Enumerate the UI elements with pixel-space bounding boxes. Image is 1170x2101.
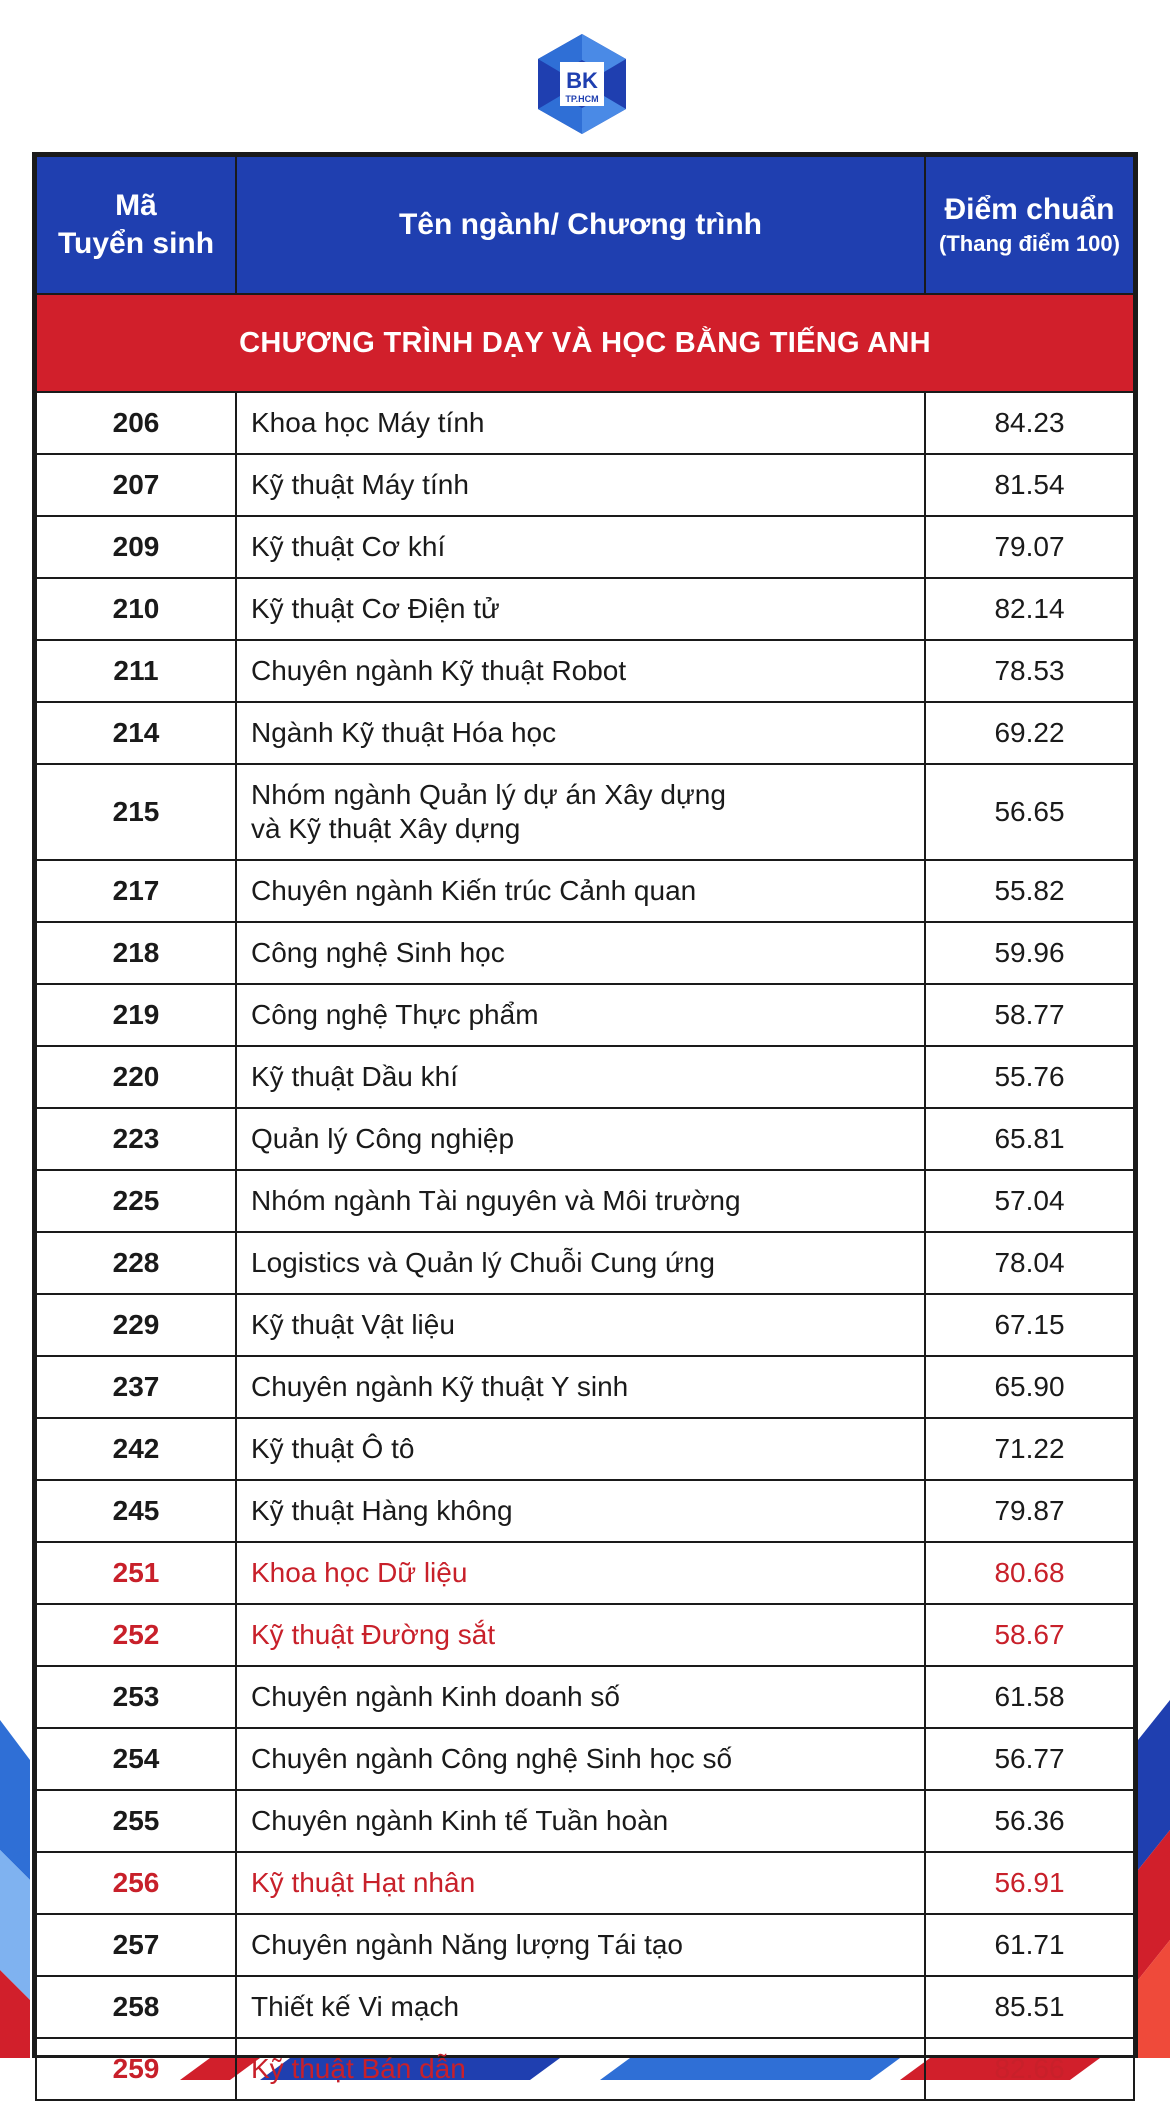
admission-code: 228: [36, 1232, 236, 1294]
table-row: [36, 1914, 1134, 1976]
benchmark-score: 59.96: [925, 922, 1134, 984]
program-name-line1: Chuyên ngành Năng lượng Tái tạo: [251, 1929, 683, 1960]
benchmark-score: 78.04: [925, 1232, 1134, 1294]
admission-code: 259: [36, 2038, 236, 2100]
admission-code: 254: [36, 1728, 236, 1790]
program-name-line1: Thiết kế Vi mạch: [251, 1991, 460, 2022]
program-name: [236, 702, 925, 764]
benchmark-score: 69.22: [925, 702, 1134, 764]
program-name-line1: Kỹ thuật Máy tính: [251, 469, 469, 500]
column-header-code-line2: Tuyển sinh: [57, 227, 215, 260]
column-header-score: [925, 156, 1134, 294]
admission-code: 229: [36, 1294, 236, 1356]
program-name-line1: Kỹ thuật Đường sắt: [251, 1619, 496, 1650]
program-name-line1: Chuyên ngành Kỹ thuật Robot: [251, 655, 627, 686]
program-name: [236, 2038, 925, 2100]
admission-code: 252: [36, 1604, 236, 1666]
admission-code: 211: [36, 640, 236, 702]
bk-tphcm-logo: [530, 32, 634, 136]
admission-code: 210: [36, 578, 236, 640]
program-name: [236, 578, 925, 640]
program-name-line1: Chuyên ngành Kinh doanh số: [251, 1681, 620, 1712]
logo-text-city: TP.HCM: [565, 94, 599, 104]
table-row: [36, 1170, 1134, 1232]
program-name: [236, 454, 925, 516]
column-header-code-line1: Mã: [115, 189, 157, 222]
admission-code: 214: [36, 702, 236, 764]
program-name-line1: Quản lý Công nghiệp: [251, 1123, 515, 1154]
admission-code: 242: [36, 1418, 236, 1480]
program-name: [236, 392, 925, 454]
benchmark-score: 58.67: [925, 1604, 1134, 1666]
program-name-line1: Khoa học Dữ liệu: [251, 1557, 468, 1588]
program-name: [236, 1294, 925, 1356]
benchmark-score: 55.82: [925, 860, 1134, 922]
table-row: [36, 516, 1134, 578]
admission-code: 251: [36, 1542, 236, 1604]
benchmark-score: 84.23: [925, 392, 1134, 454]
admission-code: 223: [36, 1108, 236, 1170]
table-row: [36, 702, 1134, 764]
admission-scores-table: [32, 152, 1138, 2084]
benchmark-score: 79.07: [925, 516, 1134, 578]
benchmark-score: 56.91: [925, 1852, 1134, 1914]
table-row: [36, 392, 1134, 454]
program-name-line1: Công nghệ Thực phẩm: [251, 999, 539, 1030]
table-row: [36, 922, 1134, 984]
program-name: [236, 1108, 925, 1170]
program-name: [236, 1480, 925, 1542]
program-name: [236, 1418, 925, 1480]
admission-code: 215: [36, 764, 236, 860]
program-name-line1: Ngành Kỹ thuật Hóa học: [251, 717, 557, 748]
program-name-line1: Chuyên ngành Kiến trúc Cảnh quan: [251, 875, 697, 906]
table-header-row: [36, 156, 1134, 294]
benchmark-score: 82.66: [925, 2038, 1134, 2100]
table-row: [36, 1666, 1134, 1728]
program-name-line1: Kỹ thuật Vật liệu: [251, 1309, 455, 1340]
admission-code: 253: [36, 1666, 236, 1728]
benchmark-score: 58.77: [925, 984, 1134, 1046]
admission-code: 258: [36, 1976, 236, 2038]
table-row: [36, 1852, 1134, 1914]
right-corner-decoration: [1138, 1700, 1170, 2080]
logo-text-bk: BK: [566, 68, 598, 93]
benchmark-score: 55.76: [925, 1046, 1134, 1108]
benchmark-score: 56.36: [925, 1790, 1134, 1852]
program-name: [236, 1790, 925, 1852]
program-name: [236, 1914, 925, 1976]
program-name-line1: Nhóm ngành Quản lý dự án Xây dựng: [251, 779, 726, 810]
section-title: CHƯƠNG TRÌNH DẠY VÀ HỌC BẰNG TIẾNG ANH: [36, 294, 1134, 392]
program-name: [236, 984, 925, 1046]
column-header-code: [36, 156, 236, 294]
benchmark-score: 67.15: [925, 1294, 1134, 1356]
program-name: [236, 516, 925, 578]
benchmark-score: 78.53: [925, 640, 1134, 702]
program-name: [236, 1046, 925, 1108]
column-header-program: Tên ngành/ Chương trình: [236, 156, 925, 294]
benchmark-score: 81.54: [925, 454, 1134, 516]
program-name: [236, 1852, 925, 1914]
table-row: [36, 1356, 1134, 1418]
program-name-line1: Nhóm ngành Tài nguyên và Môi trường: [251, 1185, 741, 1216]
program-name-line1: Kỹ thuật Cơ Điện tử: [251, 593, 500, 624]
column-header-score-main: Điểm chuẩn: [944, 193, 1115, 226]
program-name-line1: Kỹ thuật Bán dẫn: [251, 2053, 466, 2084]
table-row: [36, 2038, 1134, 2100]
admission-code: 207: [36, 454, 236, 516]
program-name-line1: Công nghệ Sinh học: [251, 937, 505, 968]
table-row: [36, 578, 1134, 640]
table-row: [36, 860, 1134, 922]
benchmark-score: 82.14: [925, 578, 1134, 640]
benchmark-score: 71.22: [925, 1418, 1134, 1480]
program-name-line1: Kỹ thuật Hạt nhân: [251, 1867, 476, 1898]
program-name: [236, 640, 925, 702]
benchmark-score: 61.71: [925, 1914, 1134, 1976]
benchmark-score: 85.51: [925, 1976, 1134, 2038]
benchmark-score: 57.04: [925, 1170, 1134, 1232]
admission-code: 217: [36, 860, 236, 922]
program-name-line1: Kỹ thuật Dầu khí: [251, 1061, 459, 1092]
table-row: [36, 1480, 1134, 1542]
table-row: [36, 640, 1134, 702]
table-row: [36, 1728, 1134, 1790]
program-name-line2: và Kỹ thuật Xây dựng: [251, 813, 521, 844]
admission-code: 257: [36, 1914, 236, 1976]
table-row: [36, 1418, 1134, 1480]
program-name-line1: Kỹ thuật Hàng không: [251, 1495, 513, 1526]
table-row: [36, 1790, 1134, 1852]
benchmark-score: 80.68: [925, 1542, 1134, 1604]
table-row: [36, 764, 1134, 860]
admission-code: 255: [36, 1790, 236, 1852]
program-name: [236, 860, 925, 922]
benchmark-score: 79.87: [925, 1480, 1134, 1542]
program-name-line1: Chuyên ngành Kỹ thuật Y sinh: [251, 1371, 629, 1402]
table-row: [36, 454, 1134, 516]
table-row: [36, 1108, 1134, 1170]
program-name: [236, 1976, 925, 2038]
table-row: [36, 1976, 1134, 2038]
benchmark-score: 65.81: [925, 1108, 1134, 1170]
admission-code: 219: [36, 984, 236, 1046]
benchmark-score: 56.77: [925, 1728, 1134, 1790]
program-name: [236, 764, 925, 860]
program-name: [236, 1356, 925, 1418]
table-row: [36, 1542, 1134, 1604]
program-name: [236, 922, 925, 984]
program-name: [236, 1542, 925, 1604]
admission-code: 209: [36, 516, 236, 578]
program-name: [236, 1666, 925, 1728]
admission-code: 206: [36, 392, 236, 454]
table-row: [36, 1046, 1134, 1108]
admission-code: 225: [36, 1170, 236, 1232]
table-row: [36, 984, 1134, 1046]
admission-code: 220: [36, 1046, 236, 1108]
benchmark-score: 61.58: [925, 1666, 1134, 1728]
section-row: [36, 294, 1134, 392]
benchmark-score: 56.65: [925, 764, 1134, 860]
column-header-score-scale: (Thang điểm 100): [939, 231, 1120, 256]
program-name-line1: Chuyên ngành Công nghệ Sinh học số: [251, 1743, 733, 1774]
program-name: [236, 1232, 925, 1294]
benchmark-score: 65.90: [925, 1356, 1134, 1418]
program-name-line1: Khoa học Máy tính: [251, 407, 485, 438]
table-row: [36, 1232, 1134, 1294]
program-name: [236, 1604, 925, 1666]
program-name: [236, 1728, 925, 1790]
program-name: [236, 1170, 925, 1232]
program-name-line1: Logistics và Quản lý Chuỗi Cung ứng: [251, 1247, 715, 1278]
admission-code: 256: [36, 1852, 236, 1914]
admission-code: 245: [36, 1480, 236, 1542]
table-row: [36, 1604, 1134, 1666]
program-name-line1: Kỹ thuật Cơ khí: [251, 531, 446, 562]
admission-code: 218: [36, 922, 236, 984]
program-name-line1: Kỹ thuật Ô tô: [251, 1433, 415, 1464]
program-name-line1: Chuyên ngành Kinh tế Tuần hoàn: [251, 1805, 669, 1836]
admission-code: 237: [36, 1356, 236, 1418]
table-row: [36, 1294, 1134, 1356]
